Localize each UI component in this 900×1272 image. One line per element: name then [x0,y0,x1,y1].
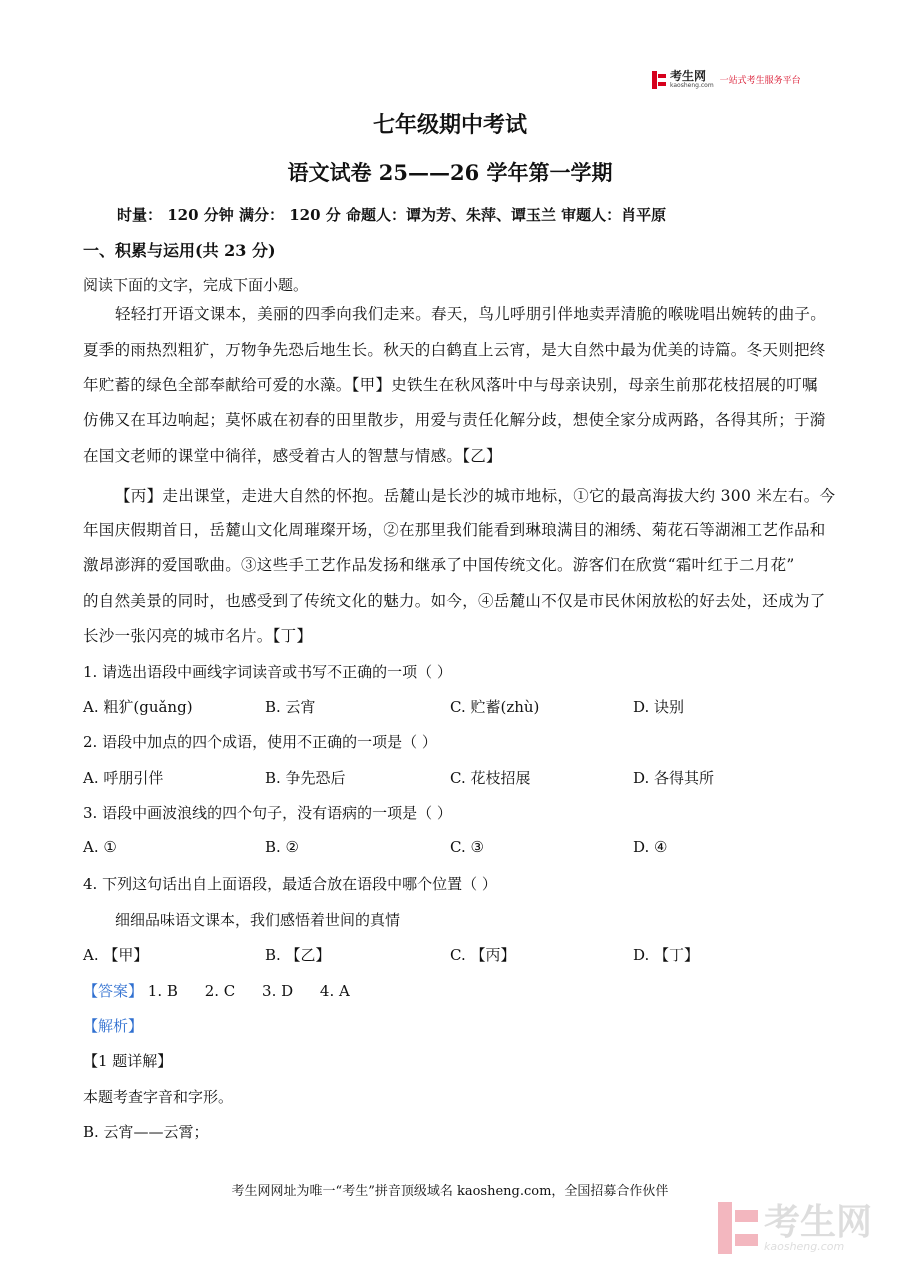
question-1-option-d: D. 诀别 [633,698,685,716]
question-2-option-b: B. 争先恐后 [265,769,346,787]
answer-value: 3. D [262,982,294,1000]
exam-meta: 时量： 120 分钟 满分： 120 分 命题人：谭为芳、朱萍、谭玉兰 审题人：肖平原 [117,206,667,224]
question-4-option-b: B. 【乙】 [265,946,331,964]
passage-line: 轻轻打开语文课本，美丽的四季向我们走来。春天，鸟儿呼朋引伴地卖弄清脆的喉咙唱出婉转的曲子。 [115,305,827,323]
question-3-option-d: D. ④ [633,838,668,856]
question-4-option-a: A. 【甲】 [83,946,149,964]
question-3-option-b: B. ② [265,838,300,856]
detail-title: 【1 题详解】 [83,1052,173,1070]
question-3-option-a: A. ① [83,838,117,856]
detail-line: B. 云宵——云霄； [83,1123,209,1141]
section-title: 一、积累与运用(共 23 分) [83,241,276,260]
analysis-label: 【解析】 [83,1017,144,1035]
question-4-stem: 4. 下列这句话出自上面语段，最适合放在语段中哪个位置（ ） [83,875,497,893]
passage-line: 长沙一张闪亮的城市名片。【丁】 [83,627,313,645]
passage-line: 的自然美景的同时，也感受到了传统文化的魅力。如今，④岳麓山不仅是市民休闲放松的好去处，还成为了 [83,592,826,610]
question-2-stem: 2. 语段中加点的四个成语，使用不正确的一项是（ ） [83,733,437,751]
question-1-option-b: B. 云宵 [265,698,316,716]
kaosheng-logo-icon [652,71,666,89]
question-3-option-c: C. ③ [450,838,484,856]
logo-domain: kaosheng.com [670,82,714,89]
watermark-domain: kaosheng.com [764,1239,845,1253]
page-footer: 考生网网址为唯一“考生”拼音顶级域名 kaosheng.com，全国招募合作伙伴 [231,1184,669,1199]
question-1-stem: 1. 请选出语段中画线字词读音或书写不正确的一项（ ） [83,663,452,681]
passage-line: 年国庆假期首日，岳麓山文化周璀璨开场，②在那里我们能看到琳琅满目的湘绣、菊花石等湖湘工艺作品和 [83,521,826,539]
watermark-name: 考生网 [764,1201,873,1243]
question-4-option-d: D. 【丁】 [633,946,700,964]
question-1-option-c: C. 贮蓄(zhù) [450,698,540,716]
passage-line: 年贮蓄的绿色全部奉献给可爱的水藻。【甲】史铁生在秋风落叶中与母亲诀别，母亲生前那花枝招展的叮嘱 [83,376,818,394]
passage-line: 仿佛又在耳边响起；莫怀戚在初春的田里散步，用爱与责任化解分歧，想使全家分成两路，各得其所；于漪 [83,411,826,429]
brand-logo [652,70,801,89]
answer-value: 2. C [204,982,236,1000]
watermark [718,1202,872,1254]
answer-label: 【答案】 [83,982,144,1000]
question-4-option-c: C. 【丙】 [450,946,516,964]
passage-line: 激昂澎湃的爱国歌曲。③这些手工艺作品发扬和继承了中国传统文化。游客们在欣赏“霜叶红于二月花” [83,556,795,574]
answer-value: 1. B [147,982,178,1000]
question-1-option-a: A. 粗犷(guǎng) [83,698,193,716]
question-3-stem: 3. 语段中画波浪线的四个句子，没有语病的一项是（ ） [83,804,452,822]
question-2-option-d: D. 各得其所 [633,769,715,787]
logo-name: 考生网 [670,69,707,83]
exam-title: 七年级期中考试 [372,112,527,138]
question-2-option-a: A. 呼朋引伴 [83,769,164,787]
question-4-quote: 细细品味语文课本，我们感悟着世间的真情 [115,911,401,929]
answer-value: 4. A [319,982,350,1000]
kaosheng-watermark-icon [718,1202,758,1254]
passage-line: 【丙】走出课堂，走进大自然的怀抱。岳麓山是长沙的城市地标，①它的最高海拔大约 300 米左右。今 [115,487,836,505]
instruction: 阅读下面的文字，完成下面小题。 [83,276,309,294]
exam-subtitle: 语文试卷 25——26 学年第一学期 [287,160,613,185]
logo-slogan: 一站式考生服务平台 [719,76,801,86]
detail-line: 本题考查字音和字形。 [83,1088,234,1106]
passage-line: 在国文老师的课堂中徜徉，感受着古人的智慧与情感。【乙】 [83,447,502,465]
question-2-option-c: C. 花枝招展 [450,769,531,787]
passage-line: 夏季的雨热烈粗犷，万物争先恐后地生长。秋天的白鹤直上云宵，是大自然中最为优美的诗篇。冬天则把终 [83,341,826,359]
answer-row [83,980,372,1001]
